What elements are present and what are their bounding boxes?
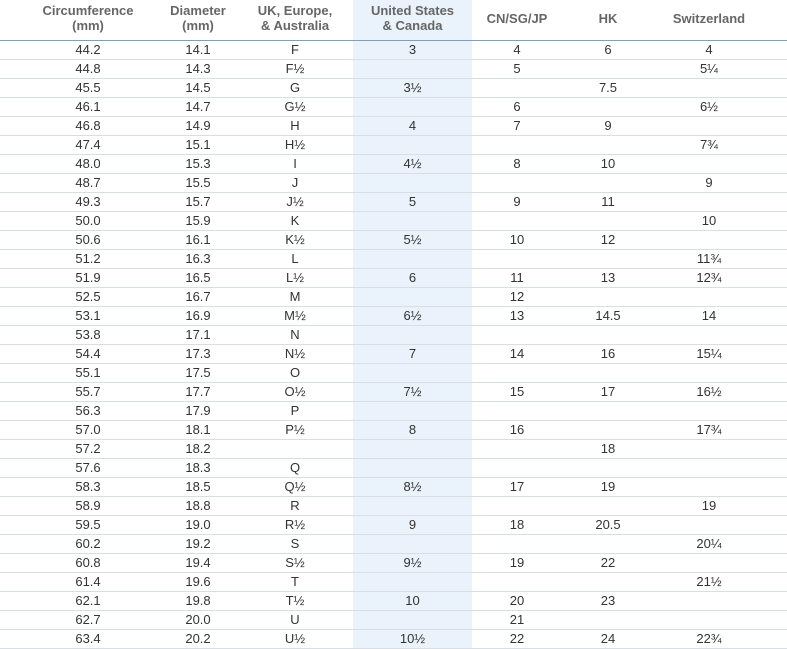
cell-cn-sg-jp xyxy=(472,79,562,97)
table-row xyxy=(0,383,787,402)
table-row xyxy=(0,497,787,516)
cell-hk: 10 xyxy=(600,156,616,171)
cell-us-canada xyxy=(353,174,472,192)
cell-circumference: 44.8 xyxy=(75,61,101,76)
cell-circumference: 63.4 xyxy=(75,631,101,646)
cell-diameter: 17.5 xyxy=(185,365,211,380)
table-row xyxy=(0,136,787,155)
cell-cn-sg-jp: 11 xyxy=(510,270,524,285)
cell-switzerland: 5¼ xyxy=(699,61,719,76)
cell-us-canada: 7 xyxy=(408,346,417,361)
cell-us-canada xyxy=(353,212,472,230)
cell-us-canada: 10 xyxy=(405,593,420,608)
cell-uk-europe-australia: G½ xyxy=(284,99,306,114)
cell-diameter: 17.3 xyxy=(185,346,211,361)
cell-circumference: 44.2 xyxy=(75,42,101,57)
cell-uk-europe-australia: N½ xyxy=(284,346,306,361)
cell-uk-europe-australia: M xyxy=(289,289,301,304)
cell-diameter: 19.0 xyxy=(185,517,211,532)
cell-cn-sg-jp: 9 xyxy=(513,194,521,209)
cell-cn-sg-jp: 22 xyxy=(509,631,525,646)
cell-hk xyxy=(562,136,654,154)
cell-us-canada xyxy=(353,136,472,154)
cell-diameter: 16.3 xyxy=(185,251,211,266)
table-row xyxy=(0,478,787,497)
cell-circumference: 57.0 xyxy=(75,422,101,437)
cell-us-canada: 4½ xyxy=(403,156,422,171)
cell-circumference: 46.1 xyxy=(75,99,101,114)
cell-diameter: 17.7 xyxy=(185,384,211,399)
table-row xyxy=(0,554,787,573)
header-us-line2: & Canada xyxy=(382,18,443,33)
table-row xyxy=(0,440,787,459)
cell-switzerland: 9 xyxy=(705,175,713,190)
header-circumference-line2: (mm) xyxy=(72,18,104,33)
cell-switzerland xyxy=(654,117,764,135)
cell-circumference: 55.1 xyxy=(75,365,101,380)
table-row xyxy=(0,98,787,117)
table-row xyxy=(0,326,787,345)
cell-uk-europe-australia: U xyxy=(290,612,300,627)
cell-circumference: 59.5 xyxy=(75,517,101,532)
cell-diameter: 14.9 xyxy=(185,118,211,133)
cell-uk-europe-australia: L xyxy=(291,251,299,266)
cell-us-canada xyxy=(353,98,472,116)
cell-switzerland: 7¾ xyxy=(699,137,719,152)
cell-us-canada xyxy=(353,364,472,382)
cell-cn-sg-jp: 6 xyxy=(513,99,521,114)
table-row xyxy=(0,307,787,326)
cell-switzerland: 4 xyxy=(705,42,713,57)
table-row xyxy=(0,193,787,212)
cell-circumference: 62.1 xyxy=(75,593,101,608)
cell-switzerland: 19 xyxy=(701,498,717,513)
cell-switzerland xyxy=(654,231,764,249)
cell-switzerland xyxy=(654,288,764,306)
cell-us-canada: 6½ xyxy=(403,308,422,323)
cell-uk-europe-australia: G xyxy=(289,80,301,95)
cell-hk xyxy=(562,573,654,591)
cell-uk-europe-australia: R½ xyxy=(284,517,306,532)
cell-uk-europe-australia: M½ xyxy=(284,308,306,323)
cell-us-canada: 8 xyxy=(408,422,417,437)
cell-us-canada: 8½ xyxy=(403,479,422,494)
cell-hk xyxy=(562,611,654,629)
cell-switzerland: 20¼ xyxy=(696,536,722,551)
cell-diameter: 19.8 xyxy=(185,593,211,608)
cell-diameter: 15.5 xyxy=(185,175,211,190)
cell-circumference: 50.0 xyxy=(75,213,101,228)
cell-circumference: 55.7 xyxy=(75,384,101,399)
cell-cn-sg-jp xyxy=(472,250,562,268)
table-row xyxy=(0,155,787,174)
cell-uk-europe-australia: F½ xyxy=(285,61,305,76)
cell-hk xyxy=(562,497,654,515)
cell-uk-europe-australia: S xyxy=(290,536,300,551)
cell-switzerland xyxy=(654,459,764,477)
cell-hk xyxy=(562,326,654,344)
cell-switzerland: 12¾ xyxy=(696,270,722,285)
cell-switzerland: 17¾ xyxy=(696,422,722,437)
cell-cn-sg-jp: 8 xyxy=(513,156,521,171)
cell-circumference: 57.6 xyxy=(75,460,101,475)
table-row xyxy=(0,79,787,98)
cell-hk xyxy=(562,60,654,78)
cell-hk: 16 xyxy=(600,346,616,361)
cell-us-canada: 9 xyxy=(408,517,417,532)
cell-switzerland xyxy=(654,592,764,610)
cell-cn-sg-jp: 5 xyxy=(513,61,521,76)
cell-uk-europe-australia: P½ xyxy=(285,422,305,437)
cell-cn-sg-jp xyxy=(472,174,562,192)
cell-switzerland xyxy=(654,326,764,344)
cell-hk: 17 xyxy=(600,384,616,399)
cell-cn-sg-jp xyxy=(472,573,562,591)
header-switzerland xyxy=(654,11,764,26)
cell-diameter: 18.5 xyxy=(185,479,211,494)
cell-switzerland xyxy=(654,516,764,534)
cell-hk: 14.5 xyxy=(595,308,621,323)
table-row xyxy=(0,117,787,136)
cell-circumference: 61.4 xyxy=(75,574,101,589)
header-diameter-line1: Diameter xyxy=(170,3,226,18)
table-row xyxy=(0,516,787,535)
cell-hk: 24 xyxy=(600,631,616,646)
header-us-canada xyxy=(353,3,472,33)
cell-us-canada: 6 xyxy=(408,270,417,285)
cell-switzerland: 6½ xyxy=(699,99,719,114)
cell-uk-europe-australia: O½ xyxy=(284,384,306,399)
table-row xyxy=(0,60,787,79)
table-row xyxy=(0,535,787,554)
cell-circumference: 53.8 xyxy=(75,327,101,342)
cell-uk-europe-australia: I xyxy=(293,156,297,171)
cell-switzerland xyxy=(654,155,764,173)
cell-diameter: 19.4 xyxy=(185,555,211,570)
table-body xyxy=(0,41,787,649)
cell-diameter: 18.8 xyxy=(185,498,211,513)
cell-cn-sg-jp: 16 xyxy=(509,422,525,437)
cell-circumference: 58.9 xyxy=(75,498,101,513)
cell-hk: 12 xyxy=(600,232,616,247)
table-row xyxy=(0,288,787,307)
cell-uk-europe-australia: J½ xyxy=(286,194,304,209)
cell-hk xyxy=(562,402,654,420)
cell-circumference: 46.8 xyxy=(75,118,101,133)
header-uk-europe-australia xyxy=(240,3,350,33)
cell-hk: 13 xyxy=(600,270,616,285)
cell-switzerland: 16½ xyxy=(696,384,722,399)
header-diameter xyxy=(143,3,253,33)
cell-us-canada: 5 xyxy=(408,194,417,209)
cell-circumference: 45.5 xyxy=(75,80,101,95)
header-hk xyxy=(562,11,654,26)
cell-us-canada: 10½ xyxy=(399,631,426,646)
cell-cn-sg-jp xyxy=(472,326,562,344)
cell-circumference: 47.4 xyxy=(75,137,101,152)
cell-hk xyxy=(562,98,654,116)
cell-cn-sg-jp: 19 xyxy=(509,555,525,570)
header-switzerland-line1: Switzerland xyxy=(672,11,746,26)
header-cn-line1: CN/SG/JP xyxy=(486,11,548,26)
cell-diameter: 16.5 xyxy=(185,270,211,285)
cell-switzerland: 21½ xyxy=(696,574,722,589)
cell-circumference: 62.7 xyxy=(75,612,101,627)
cell-us-canada: 4 xyxy=(408,118,417,133)
cell-hk: 7.5 xyxy=(598,80,618,95)
cell-diameter: 18.3 xyxy=(185,460,211,475)
header-uk-line2: & Australia xyxy=(260,18,330,33)
cell-uk-europe-australia: J xyxy=(291,175,299,190)
table-row xyxy=(0,250,787,269)
cell-circumference: 51.9 xyxy=(75,270,101,285)
cell-circumference: 50.6 xyxy=(75,232,101,247)
cell-hk xyxy=(562,459,654,477)
cell-us-canada xyxy=(353,288,472,306)
cell-us-canada: 5½ xyxy=(403,232,422,247)
cell-hk xyxy=(562,174,654,192)
cell-uk-europe-australia: R xyxy=(290,498,300,513)
cell-circumference: 53.1 xyxy=(75,308,101,323)
cell-us-canada: 9½ xyxy=(403,555,422,570)
cell-circumference: 49.3 xyxy=(75,194,101,209)
cell-cn-sg-jp: 17 xyxy=(509,479,525,494)
cell-cn-sg-jp: 20 xyxy=(509,593,525,608)
cell-uk-europe-australia: H xyxy=(290,118,300,133)
cell-circumference: 48.0 xyxy=(75,156,101,171)
table-row xyxy=(0,630,787,649)
cell-circumference: 51.2 xyxy=(75,251,101,266)
cell-switzerland: 22¾ xyxy=(696,631,722,646)
cell-diameter: 17.9 xyxy=(185,403,211,418)
cell-switzerland xyxy=(654,440,764,458)
cell-cn-sg-jp xyxy=(472,440,562,458)
cell-diameter: 14.3 xyxy=(185,61,211,76)
header-cn-sg-jp xyxy=(472,11,562,26)
cell-switzerland: 11¾ xyxy=(696,251,722,266)
cell-hk xyxy=(562,421,654,439)
cell-cn-sg-jp: 10 xyxy=(509,232,525,247)
cell-hk xyxy=(562,288,654,306)
cell-diameter: 15.9 xyxy=(185,213,211,228)
cell-switzerland xyxy=(654,554,764,572)
cell-cn-sg-jp xyxy=(472,497,562,515)
cell-diameter: 16.9 xyxy=(185,308,211,323)
cell-circumference: 54.4 xyxy=(75,346,101,361)
cell-hk: 6 xyxy=(604,42,612,57)
cell-circumference: 60.8 xyxy=(75,555,101,570)
cell-uk-europe-australia: U½ xyxy=(284,631,306,646)
cell-uk-europe-australia xyxy=(240,440,350,458)
cell-circumference: 60.2 xyxy=(75,536,101,551)
cell-hk: 22 xyxy=(600,555,616,570)
header-hk-line1: HK xyxy=(598,11,618,26)
cell-uk-europe-australia: F xyxy=(291,42,299,57)
cell-hk: 20.5 xyxy=(595,517,621,532)
cell-us-canada xyxy=(353,326,472,344)
cell-us-canada xyxy=(353,440,472,458)
cell-diameter: 19.2 xyxy=(185,536,211,551)
cell-uk-europe-australia: O xyxy=(289,365,301,380)
cell-us-canada xyxy=(353,573,472,591)
cell-us-canada xyxy=(353,402,472,420)
cell-switzerland xyxy=(654,402,764,420)
cell-uk-europe-australia: Q xyxy=(289,460,301,475)
table-row xyxy=(0,345,787,364)
cell-hk xyxy=(562,364,654,382)
cell-uk-europe-australia: Q½ xyxy=(284,479,306,494)
cell-hk xyxy=(562,212,654,230)
cell-circumference: 48.7 xyxy=(75,175,101,190)
table-row xyxy=(0,364,787,383)
cell-switzerland: 14 xyxy=(701,308,717,323)
cell-uk-europe-australia: K xyxy=(290,213,300,228)
cell-cn-sg-jp: 7 xyxy=(513,118,521,133)
table-row xyxy=(0,611,787,630)
cell-diameter: 17.1 xyxy=(185,327,211,342)
cell-switzerland: 10 xyxy=(701,213,717,228)
cell-uk-europe-australia: P xyxy=(290,403,300,418)
cell-cn-sg-jp xyxy=(472,136,562,154)
cell-us-canada: 7½ xyxy=(403,384,422,399)
cell-diameter: 14.1 xyxy=(185,42,211,57)
cell-diameter: 19.6 xyxy=(185,574,211,589)
cell-cn-sg-jp xyxy=(472,364,562,382)
cell-diameter: 16.7 xyxy=(185,289,211,304)
cell-uk-europe-australia: N xyxy=(290,327,300,342)
cell-uk-europe-australia: L½ xyxy=(285,270,305,285)
cell-switzerland xyxy=(654,478,764,496)
cell-us-canada xyxy=(353,535,472,553)
cell-circumference: 56.3 xyxy=(75,403,101,418)
cell-hk xyxy=(562,250,654,268)
cell-cn-sg-jp: 12 xyxy=(509,289,525,304)
cell-cn-sg-jp: 13 xyxy=(509,308,525,323)
table-row xyxy=(0,41,787,60)
cell-hk: 19 xyxy=(600,479,616,494)
cell-uk-europe-australia: T½ xyxy=(285,593,305,608)
cell-hk: 23 xyxy=(600,593,616,608)
cell-diameter: 15.1 xyxy=(185,137,211,152)
cell-diameter: 14.7 xyxy=(185,99,211,114)
table-row xyxy=(0,174,787,193)
cell-switzerland xyxy=(654,364,764,382)
cell-diameter: 20.2 xyxy=(185,631,211,646)
cell-us-canada xyxy=(353,497,472,515)
cell-us-canada xyxy=(353,611,472,629)
cell-hk: 9 xyxy=(604,118,612,133)
table-row xyxy=(0,231,787,250)
cell-diameter: 15.3 xyxy=(185,156,211,171)
cell-circumference: 57.2 xyxy=(75,441,101,456)
header-us-line1: United States xyxy=(370,3,455,18)
cell-cn-sg-jp xyxy=(472,459,562,477)
cell-diameter: 20.0 xyxy=(185,612,211,627)
cell-cn-sg-jp xyxy=(472,402,562,420)
cell-switzerland xyxy=(654,193,764,211)
cell-us-canada xyxy=(353,459,472,477)
cell-circumference: 58.3 xyxy=(75,479,101,494)
cell-cn-sg-jp: 15 xyxy=(509,384,525,399)
header-circumference-line1: Circumference xyxy=(42,3,134,18)
cell-uk-europe-australia: H½ xyxy=(284,137,306,152)
table-row xyxy=(0,402,787,421)
table-row xyxy=(0,592,787,611)
cell-cn-sg-jp xyxy=(472,212,562,230)
cell-us-canada xyxy=(353,250,472,268)
cell-diameter: 18.2 xyxy=(185,441,211,456)
cell-cn-sg-jp: 21 xyxy=(509,612,525,627)
cell-switzerland: 15¼ xyxy=(696,346,722,361)
cell-diameter: 15.7 xyxy=(185,194,211,209)
header-uk-line1: UK, Europe, xyxy=(257,3,333,18)
cell-us-canada: 3½ xyxy=(403,80,422,95)
table-row xyxy=(0,459,787,478)
cell-diameter: 14.5 xyxy=(185,80,211,95)
cell-diameter: 16.1 xyxy=(185,232,211,247)
cell-hk: 18 xyxy=(600,441,616,456)
table-row xyxy=(0,212,787,231)
cell-circumference: 52.5 xyxy=(75,289,101,304)
header-diameter-line2: (mm) xyxy=(182,18,214,33)
cell-switzerland xyxy=(654,79,764,97)
cell-diameter: 18.1 xyxy=(185,422,211,437)
table-row xyxy=(0,421,787,440)
cell-cn-sg-jp xyxy=(472,535,562,553)
table-row xyxy=(0,573,787,592)
cell-uk-europe-australia: T xyxy=(291,574,299,589)
cell-cn-sg-jp: 4 xyxy=(513,42,521,57)
cell-hk: 11 xyxy=(601,194,615,209)
cell-cn-sg-jp: 18 xyxy=(509,517,525,532)
cell-us-canada xyxy=(353,60,472,78)
cell-cn-sg-jp: 14 xyxy=(509,346,525,361)
header-circumference xyxy=(33,3,143,33)
cell-hk xyxy=(562,535,654,553)
cell-switzerland xyxy=(654,611,764,629)
cell-uk-europe-australia: S½ xyxy=(285,555,305,570)
table-header-row xyxy=(0,0,787,41)
table-row xyxy=(0,269,787,288)
cell-uk-europe-australia: K½ xyxy=(285,232,305,247)
cell-us-canada: 3 xyxy=(408,42,417,57)
